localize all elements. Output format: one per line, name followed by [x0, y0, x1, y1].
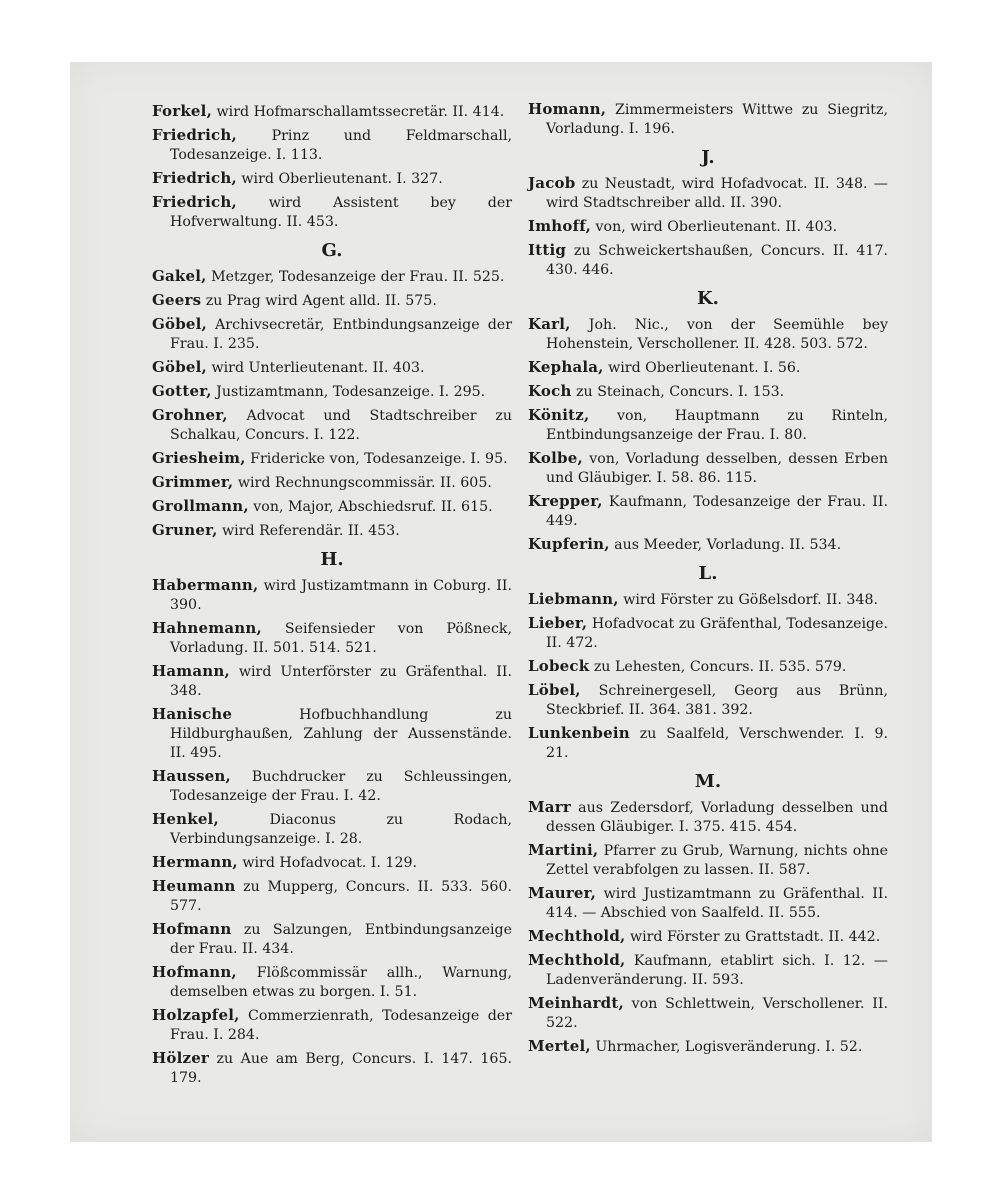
- index-entry: [528, 241, 888, 280]
- index-entry: [528, 994, 888, 1033]
- entry-text: wird Unterförster zu Gräfenthal. II. 348.: [170, 664, 512, 699]
- entry-text: Diaconus zu Rodach, Verbindungsanzeige. I. 28.: [170, 812, 512, 847]
- entry-text: Kaufmann, etablirt sich. I. 12. — Ladenveränderung. II. 593.: [546, 953, 888, 988]
- index-entry: [152, 920, 512, 959]
- index-entry: [528, 1037, 888, 1057]
- entry-name: Griesheim,: [152, 449, 246, 467]
- entry-text: von, wird Oberlieutenant. II. 403.: [591, 219, 838, 235]
- entry-name: Hahnemann,: [152, 619, 262, 637]
- entry-text: wird Unterlieutenant. II. 403.: [206, 360, 425, 376]
- index-entry: [152, 267, 512, 287]
- index-entry: [152, 877, 512, 916]
- entry-text: Zimmermeisters Wittwe zu Siegritz, Vorladung. I. 196.: [546, 102, 888, 137]
- index-entry: [152, 576, 512, 615]
- entry-text: zu Salzungen, Entbindungsanzeige der Frau. II. 434.: [170, 922, 512, 957]
- index-entry: [528, 927, 888, 947]
- entry-name: Mechthold,: [528, 927, 626, 945]
- entry-name: Hofmann,: [152, 963, 237, 981]
- entry-name: Homann,: [528, 100, 607, 118]
- index-entry: [152, 662, 512, 701]
- entry-name: Grollmann,: [152, 497, 249, 515]
- index-entry: [152, 169, 512, 189]
- index-entry: [152, 963, 512, 1002]
- entry-name: Meinhardt,: [528, 994, 624, 1012]
- index-entry: [528, 884, 888, 923]
- entry-text: Hofadvocat zu Gräfenthal, Todesanzeige. II. 472.: [546, 616, 888, 651]
- entry-text: Buchdrucker zu Schleussingen, Todesanzeige der Frau. I. 42.: [170, 769, 512, 804]
- index-entry: [152, 521, 512, 541]
- left-column: [152, 102, 512, 1092]
- entry-name: Kupferin,: [528, 535, 610, 553]
- entry-text: wird Justizamtmann in Coburg. II. 390.: [170, 578, 512, 613]
- entry-name: Krepper,: [528, 492, 603, 510]
- section-letter: K.: [697, 288, 719, 309]
- entry-text: Fridericke von, Todesanzeige. I. 95.: [245, 451, 508, 467]
- index-entry: [152, 853, 512, 873]
- index-entry: [152, 619, 512, 658]
- index-entry: [528, 100, 888, 139]
- entry-name: Koch: [528, 382, 572, 400]
- section-letter: G.: [321, 240, 343, 261]
- index-entry: [152, 382, 512, 402]
- entry-name: Karl,: [528, 315, 571, 333]
- index-entry: [152, 810, 512, 849]
- entry-name: Haussen,: [152, 767, 231, 785]
- entry-text: wird Assistent bey der Hofverwaltung. II. 453.: [170, 195, 512, 230]
- index-entry: [152, 767, 512, 806]
- entry-name: Habermann,: [152, 576, 259, 594]
- entry-name: Hanische: [152, 705, 233, 723]
- entry-text: Uhrmacher, Logisveränderung. I. 52.: [590, 1039, 863, 1055]
- index-entry: [528, 449, 888, 488]
- entry-name: Geers: [152, 291, 202, 309]
- entry-name: Hofmann: [152, 920, 232, 938]
- entry-name: Friedrich,: [152, 169, 237, 187]
- entry-name: Friedrich,: [152, 126, 237, 144]
- entry-text: wird Förster zu Grattstadt. II. 442.: [625, 929, 881, 945]
- index-entry: [152, 406, 512, 445]
- entry-text: Advocat und Stadtschreiber zu Schalkau, Concurs. I. 122.: [170, 408, 512, 443]
- entry-text: wird Justizamtmann zu Gräfenthal. II. 414. — Abschied von Saalfeld. II. 555.: [546, 886, 888, 921]
- index-entry: [528, 614, 888, 653]
- entry-name: Jacob: [528, 174, 576, 192]
- index-entry: [528, 590, 888, 610]
- entry-text: Kaufmann, Todesanzeige der Frau. II. 449.: [546, 494, 888, 529]
- entry-text: von, Hauptmann zu Rinteln, Entbindungsanzeige der Frau. I. 80.: [546, 408, 888, 443]
- entry-text: Hofbuchhandlung zu Hildburghaußen, Zahlung der Aussenstände. II. 495.: [170, 707, 512, 761]
- index-entry: [528, 382, 888, 402]
- index-entry: [152, 126, 512, 165]
- entry-name: Liebmann,: [528, 590, 619, 608]
- entry-name: Hamann,: [152, 662, 230, 680]
- entry-name: Martini,: [528, 841, 599, 859]
- entry-text: zu Neustadt, wird Hofadvocat. II. 348. — wird Stadtschreiber alld. II. 390.: [546, 176, 888, 211]
- entry-text: wird Rechnungscommissär. II. 605.: [233, 475, 492, 491]
- index-entry: [152, 315, 512, 354]
- entry-name: Grohner,: [152, 406, 228, 424]
- index-entry: [528, 841, 888, 880]
- entry-text: Archivsecretär, Entbindungsanzeige der Frau. I. 235.: [170, 317, 512, 352]
- entry-text: wird Referendär. II. 453.: [217, 523, 400, 539]
- right-column: [528, 100, 888, 1061]
- index-entry: [528, 798, 888, 837]
- entry-text: zu Aue am Berg, Concurs. I. 147. 165. 179.: [170, 1051, 512, 1086]
- entry-name: Holzapfel,: [152, 1006, 240, 1024]
- entry-name: Hölzer: [152, 1049, 210, 1067]
- section-letter: L.: [698, 563, 718, 584]
- entry-name: Gotter,: [152, 382, 212, 400]
- index-entry: [528, 657, 888, 677]
- entry-text: Justizamtmann, Todesanzeige. I. 295.: [211, 384, 486, 400]
- index-entry: [152, 1006, 512, 1045]
- entry-name: Lobeck: [528, 657, 590, 675]
- index-entry: [152, 473, 512, 493]
- entry-name: Göbel,: [152, 358, 207, 376]
- entry-text: Schreinergesell, Georg aus Brünn, Steckbrief. II. 364. 381. 392.: [546, 683, 888, 718]
- entry-text: aus Zedersdorf, Vorladung desselben und dessen Gläubiger. I. 375. 415. 454.: [546, 800, 888, 835]
- entry-name: Gruner,: [152, 521, 218, 539]
- index-entry: [152, 291, 512, 311]
- entry-text: wird Förster zu Gößelsdorf. II. 348.: [618, 592, 879, 608]
- index-entry: [528, 535, 888, 555]
- entry-name: Forkel,: [152, 102, 212, 120]
- entry-name: Hermann,: [152, 853, 238, 871]
- entry-name: Henkel,: [152, 810, 219, 828]
- entry-name: Löbel,: [528, 681, 581, 699]
- entry-text: wird Hofmarschallamtssecretär. II. 414.: [212, 104, 505, 120]
- entry-name: Mechthold,: [528, 951, 626, 969]
- index-entry: [152, 705, 512, 763]
- section-letter: J.: [701, 147, 715, 168]
- entry-text: zu Schweickertshaußen, Concurs. II. 417. 430. 446.: [546, 243, 888, 278]
- entry-name: Marr: [528, 798, 571, 816]
- entry-name: Lieber,: [528, 614, 588, 632]
- entry-text: Commerzienrath, Todesanzeige der Frau. I. 284.: [170, 1008, 512, 1043]
- entry-name: Kephala,: [528, 358, 604, 376]
- entry-name: Friedrich,: [152, 193, 237, 211]
- index-entry: [152, 1049, 512, 1088]
- index-entry: [152, 497, 512, 517]
- entry-text: von, Vorladung desselben, dessen Erben und Gläubiger. I. 58. 86. 115.: [546, 451, 888, 486]
- entry-name: Göbel,: [152, 315, 207, 333]
- entry-text: von Schlettwein, Verschollener. II. 522.: [546, 996, 888, 1031]
- section-letter: H.: [320, 549, 344, 570]
- entry-name: Grimmer,: [152, 473, 234, 491]
- index-entry: [528, 315, 888, 354]
- entry-text: Seifensieder von Pößneck, Vorladung. II. 501. 514. 521.: [170, 621, 512, 656]
- index-entry: [528, 951, 888, 990]
- index-entry: [152, 193, 512, 232]
- index-entry: [152, 358, 512, 378]
- index-entry: [528, 492, 888, 531]
- index-entry: [152, 449, 512, 469]
- entry-text: von, Major, Abschiedsruf. II. 615.: [248, 499, 493, 515]
- entry-name: Heumann: [152, 877, 236, 895]
- entry-text: zu Saalfeld, Verschwender. I. 9. 21.: [546, 726, 888, 761]
- section-letter: M.: [694, 771, 722, 792]
- entry-name: Mertel,: [528, 1037, 591, 1055]
- entry-name: Kolbe,: [528, 449, 583, 467]
- entry-text: Pfarrer zu Grub, Warnung, nichts ohne Zettel verabfolgen zu lassen. II. 587.: [546, 843, 888, 878]
- index-entry: [528, 358, 888, 378]
- entry-text: Flößcommissär allh., Warnung, demselben etwas zu borgen. I. 51.: [170, 965, 512, 1000]
- index-entry: [528, 681, 888, 720]
- entry-text: Joh. Nic., von der Seemühle bey Hohenstein, Verschollener. II. 428. 503. 572.: [546, 317, 888, 352]
- entry-text: Metzger, Todesanzeige der Frau. II. 525.: [206, 269, 505, 285]
- index-entry: [528, 724, 888, 763]
- entry-text: zu Lehesten, Concurs. II. 535. 579.: [589, 659, 847, 675]
- entry-name: Gakel,: [152, 267, 207, 285]
- entry-text: zu Mupperg, Concurs. II. 533. 560. 577.: [170, 879, 512, 914]
- entry-text: wird Oberlieutenant. I. 56.: [603, 360, 801, 376]
- entry-text: Prinz und Feldmarschall, Todesanzeige. I. 113.: [170, 128, 512, 163]
- entry-name: Imhoff,: [528, 217, 591, 235]
- entry-name: Lunkenbein: [528, 724, 630, 742]
- entry-text: wird Hofadvocat. I. 129.: [237, 855, 418, 871]
- entry-text: zu Steinach, Concurs. I. 153.: [571, 384, 785, 400]
- index-entry: [528, 406, 888, 445]
- index-entry: [528, 217, 888, 237]
- entry-name: Maurer,: [528, 884, 597, 902]
- entry-text: aus Meeder, Vorladung. II. 534.: [609, 537, 842, 553]
- entry-text: wird Oberlieutenant. I. 327.: [236, 171, 443, 187]
- entry-name: Ittig: [528, 241, 567, 259]
- entry-text: zu Prag wird Agent alld. II. 575.: [201, 293, 437, 309]
- index-entry: [152, 102, 512, 122]
- book-page: [70, 62, 932, 1142]
- entry-name: Könitz,: [528, 406, 590, 424]
- index-entry: [528, 174, 888, 213]
